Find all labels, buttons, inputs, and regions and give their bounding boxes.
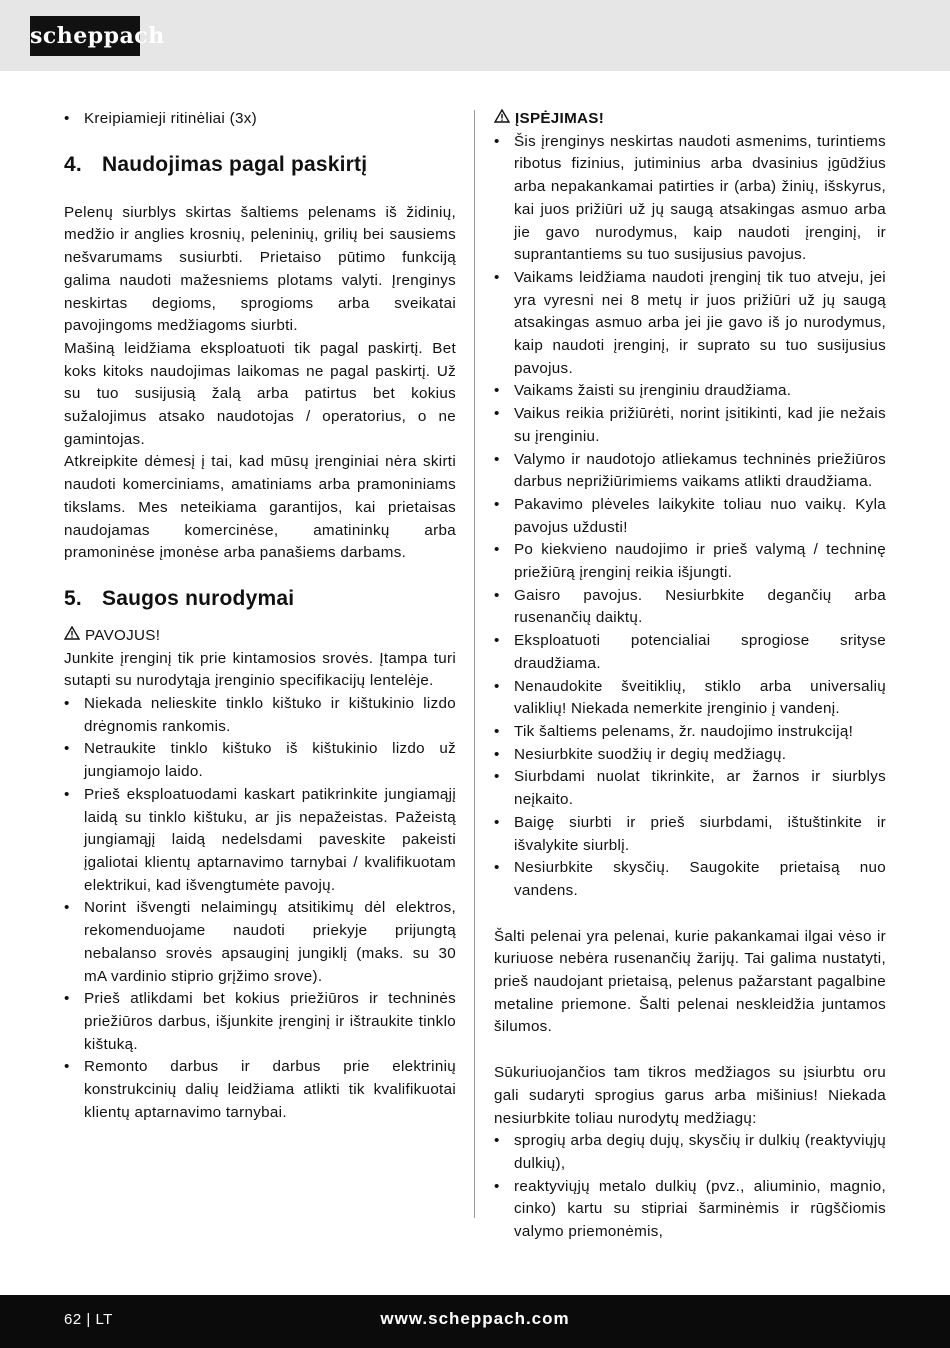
warning-label: ĮSPĖJIMAS! <box>515 110 605 127</box>
section-4-heading <box>64 151 456 179</box>
section-number: 4. <box>64 152 82 176</box>
intended-use-paragraph: Atkreipkite dėmesį į tai, kad mūsų įrenginiai nėra skirti naudoti komerciniams, amatiniams arba pramoniniams tikslams. Mes neteikiama garantijos, kai prietaisas naudojamas komercinėse, amatininkų arba pramoninėse įmonėse arba panašiems darbams. <box>64 453 456 562</box>
list-item: • reaktyviųjų metalo dulkių (pvz., aliuminio, magnio, cinko) kartu su stipriai šarminėmis ir rūgščiomis valymo priemonėmis, <box>494 1176 886 1244</box>
right-column <box>494 108 886 1244</box>
brand-logo: scheppach <box>30 16 140 56</box>
list-item: • Kreipiamieji ritinėliai (3x) <box>64 108 456 131</box>
list-item: • Nesiurbkite skysčių. Saugokite prietaisą nuo vandens. <box>494 857 886 902</box>
page-footer <box>0 1295 950 1348</box>
list-item: • Pakavimo plėveles laikykite toliau nuo vaikų. Kyla pavojus uždusti! <box>494 494 886 539</box>
column-divider <box>474 110 475 1218</box>
list-item: • Prieš atlikdami bet kokius priežiūros ir techninės priežiūros darbus, išjunkite įrenginį ir ištraukite tinklo kištuką. <box>64 988 456 1056</box>
warning-triangle-icon <box>64 625 82 648</box>
page-number-value: 62 <box>64 1311 82 1328</box>
page-header <box>0 0 950 71</box>
list-item: • Baigę siurbti ir prieš siurbdami, ištuštinkite ir išvalykite siurblį. <box>494 812 886 857</box>
list-item: • Po kiekvieno naudojimo ir prieš valymą / techninę priežiūrą įrenginį reikia išjungti. <box>494 539 886 584</box>
list-item: • Nesiurbkite suodžių ir degių medžiagų. <box>494 744 886 767</box>
list-item: • Prieš eksploatuodami kaskart patikrinkite jungiamąjį laidą su tinklo kištuku, ar jis nepažeistas. Pažeistą jungiamąjį laidą nedelsdami paveskite pakeisti įgaliotai klientų aptarnavimo tarnybai / kvalifikuotam elektrikui, kad išvengtumėte pavojų. <box>64 784 456 898</box>
warning-label-row <box>494 108 886 131</box>
list-item: • Eksploatuoti potencialiai sprogiose srityse draudžiama. <box>494 630 886 675</box>
list-item: • Šis įrenginys neskirtas naudoti asmenims, turintiems ribotus fizinius, jutiminius arba dvasinius įgūdžius arba nepakankamai patirties ir (arba) žinių, išskyrus, kai juos prižiūri už jų saugą atsakingas asmuo arba jie gavo nurodymus, kaip naudoti įrenginį, ir suprantantiems su tuo susijusius pavojus. <box>494 131 886 267</box>
intended-use-paragraph: Pelenų siurblys skirtas šaltiems pelenams iš židinių, medžio ir anglies krosnių, peleninių, grilių bei sausiems nešvarumams susiurbti. Prietaiso pūtimo funkciją galima naudoti mažesniems plotams valyti. Įrenginys neskirtas degioms, sprogioms arba sveikatai pavojingoms medžiagoms siurbti. <box>64 203 456 335</box>
substances-list <box>494 1130 886 1244</box>
language-code: LT <box>95 1311 113 1328</box>
list-item: • Vaikus reikia prižiūrėti, norint įsitikinti, kad jie nežais su įrenginiu. <box>494 403 886 448</box>
section-title: Saugos nurodymai <box>102 586 295 610</box>
parts-list <box>64 108 456 131</box>
section-number: 5. <box>64 586 82 610</box>
left-column <box>64 108 456 1124</box>
section-title: Naudojimas pagal paskirtį <box>102 152 368 176</box>
list-item: • Vaikams leidžiama naudoti įrenginį tik tuo atveju, jei yra vyresni nei 8 metų ir juos prižiūri už jų saugą atsakingas asmuo arba jei jie gavo iš jo nurodymus, kaip naudoti įrenginį, ir suprato su tuo susijusius pavojus. <box>494 267 886 381</box>
safety-list <box>64 693 456 1124</box>
intended-use-paragraph: Mašiną leidžiama eksploatuoti tik pagal paskirtį. Bet koks kitoks naudojimas laikomas ne pagal paskirtį. Už su tuo susijusią žalą arba patirtus bet kokius sužalojimus atsako naudotojas / operatorius, o ne gamintojas. <box>64 339 456 448</box>
list-item: • Gaisro pavojus. Nesiurbkite degančių arba rusenančių daiktų. <box>494 585 886 630</box>
list-item: • Niekada nelieskite tinklo kištuko ir kištukinio lizdo drėgnomis rankomis. <box>64 693 456 738</box>
dangerous-substances-paragraph: Sūkuriuojančios tam tikros medžiagos su įsiurbtu oru gali sudaryti sprogius garus arba mišinius! Niekada nesiurbkite toliau nurodytų medžiagų: <box>494 1064 886 1127</box>
warning-list <box>494 131 886 903</box>
list-item: • Siurbdami nuolat tikrinkite, ar žarnos ir siurblys neįkaito. <box>494 766 886 811</box>
list-item: • Valymo ir naudotojo atliekamus techninės priežiūros darbus neprižiūrimiems vaikams atlikti draudžiama. <box>494 449 886 494</box>
list-item: • Norint išvengti nelaimingų atsitikimų dėl elektros, rekomenduojame naudoti priekyje prijungtą nebalanso srovės apsauginį jungiklį (maks. su 30 mA vardinio stiprio grįžimo srove). <box>64 897 456 988</box>
danger-label-row <box>64 625 456 648</box>
danger-text: Junkite įrenginį tik prie kintamosios srovės. Įtampa turi sutapti su nurodytąja įrenginio specifikacijų lentelėje. <box>64 649 456 690</box>
list-item: • Netraukite tinklo kištuko iš kištukinio lizdo už jungiamojo laido. <box>64 738 456 783</box>
list-item: • Tik šaltiems pelenams, žr. naudojimo instrukciją! <box>494 721 886 744</box>
website-link[interactable]: www.scheppach.com <box>380 1309 570 1328</box>
list-item: • Remonto darbus ir darbus prie elektrinių konstrukcinių dalių leidžiama atlikti tik kvalifikuotai klientų aptarnavimo tarnybai. <box>64 1056 456 1124</box>
danger-label: PAVOJUS! <box>85 626 161 644</box>
footer-separator: | <box>86 1311 91 1328</box>
section-5-heading <box>64 585 456 613</box>
list-item: • Nenaudokite šveitiklių, stiklo arba universalių valiklių! Niekada nemerkite įrenginio į vandenį. <box>494 676 886 721</box>
cold-ash-paragraph: Šalti pelenai yra pelenai, kurie pakankamai ilgai vėso ir kuriuose nebėra rusenančių žarijų. Tai galima nustatyti, prieš naudojant prietaisą, pelenus pažarstant pagalbine metaline priemone. Šalti pelenai neskleidžia juntamos šilumos. <box>494 927 886 1036</box>
warning-triangle-icon <box>494 108 512 131</box>
list-item: • sprogių arba degių dujų, skysčių ir dulkių (reaktyviųjų dulkių), <box>494 1130 886 1175</box>
list-item: • Vaikams žaisti su įrenginiu draudžiama. <box>494 380 886 403</box>
